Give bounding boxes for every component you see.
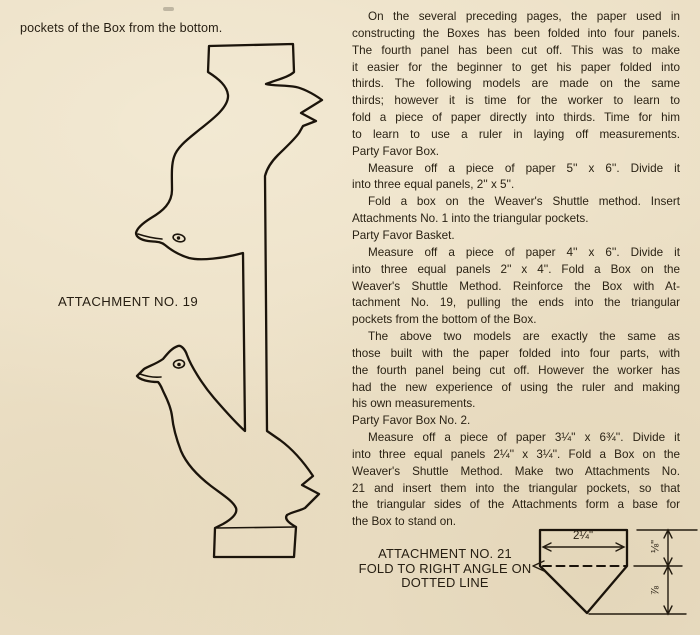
caption-line-2: FOLD TO RIGHT ANGLE ON xyxy=(358,560,532,576)
attachment-19-figure xyxy=(136,44,322,557)
bottom-bird-pupil-icon xyxy=(177,363,181,367)
body-text-line: Attachments No. 1 into the triangular pockets. xyxy=(352,212,589,226)
body-text-line: Measure off a piece of paper 5'' x 6''. Divide it xyxy=(368,161,680,175)
body-text-line: into three equal panels 2¼'' x 3¼''. Fold a Box on the xyxy=(352,447,680,461)
body-text-line: into three equal panels 2'' x 4''. Fold a Box on the xyxy=(352,262,680,276)
body-text-line: those built with the paper folded into four parts, with xyxy=(352,346,680,360)
attachment-21-caption xyxy=(352,547,538,591)
body-text-line: fold a piece of paper directly into thirds. Time for him xyxy=(352,111,680,125)
body-text-line: it easier for the beginner to get his paper folded into xyxy=(352,60,680,74)
height-dimension-arrows xyxy=(664,530,672,614)
dimension-tick-lines xyxy=(589,530,697,614)
caption-line-3: DOTTED LINE xyxy=(401,575,489,591)
body-text-line: into three equal panels, 2'' x 5''. xyxy=(352,178,515,192)
base-fold-line xyxy=(216,527,295,528)
carryover-sentence: pockets of the Box from the bottom. xyxy=(20,21,223,35)
body-text-line: the Box to stand on. xyxy=(352,515,456,529)
body-text-line: Measure off a piece of paper 3¼'' x 6¾''. Divide it xyxy=(368,431,680,445)
attachment-21-outline xyxy=(540,530,627,613)
body-text-line: Party Favor Box. xyxy=(352,144,440,158)
body-text-line: Weaver's Shuttle Method. Make two Attachments No. xyxy=(352,464,680,478)
attachment-19-label: ATTACHMENT NO. 19 xyxy=(58,294,199,309)
caption-line-1: ATTACHMENT NO. 21 xyxy=(378,546,512,561)
body-text-line: Measure off a piece of paper 4'' x 6''. Divide it xyxy=(368,245,680,259)
body-column xyxy=(352,9,680,531)
body-text-line: the fourth panel being cut off. However the worker has xyxy=(352,363,680,377)
body-text-line: The fourth panel has been cut off. This was to make xyxy=(352,43,680,57)
body-text-line: On the several preceding pages, the paper used in xyxy=(368,10,680,23)
body-text-line: Weaver's Shuttle Method. Reinforce the Box with At- xyxy=(352,279,680,293)
body-text-line: constructing the Boxes has been folded into four panels. xyxy=(352,26,680,40)
top-duck-pupil-icon xyxy=(177,236,180,239)
body-text-line: his own measurements. xyxy=(352,397,476,411)
body-text-line: The above two models are exactly the same as xyxy=(368,330,680,344)
width-dimension-value: 2¼" xyxy=(572,530,594,542)
body-text-line: thirds. The following models are made on the same xyxy=(352,77,680,91)
body-text-line: had the new experience of using the ruler and making xyxy=(352,380,680,394)
body-text-line: Fold a box on the Weaver's Shuttle method. Insert xyxy=(368,195,680,209)
body-text-line: to learn to use a ruler in laying off measurements. xyxy=(352,127,680,141)
body-text-line: tachment No. 19, pulling the ends into the triangular xyxy=(352,296,680,310)
bottom-bird-beak-line xyxy=(140,374,161,377)
top-height-dimension-value: ⅛" xyxy=(649,539,662,554)
attachment-19-outline xyxy=(136,44,322,557)
body-text-line: thirds; however it is time for the worker to learn to xyxy=(352,94,680,108)
body-text-line: Party Favor Box No. 2. xyxy=(352,414,471,428)
bottom-height-dimension-value: ⅞ xyxy=(649,585,662,596)
attachment-21-figure xyxy=(533,530,697,614)
width-dimension-arrow xyxy=(543,543,624,551)
body-text-line: pockets from the bottom of the Box. xyxy=(352,313,537,327)
body-text-line: the triangular sides of the Attachments form a base for xyxy=(352,498,680,512)
body-text-line: Party Favor Basket. xyxy=(352,228,455,242)
body-text-line: 21 and insert them into the triangular pockets, so that xyxy=(352,481,680,495)
